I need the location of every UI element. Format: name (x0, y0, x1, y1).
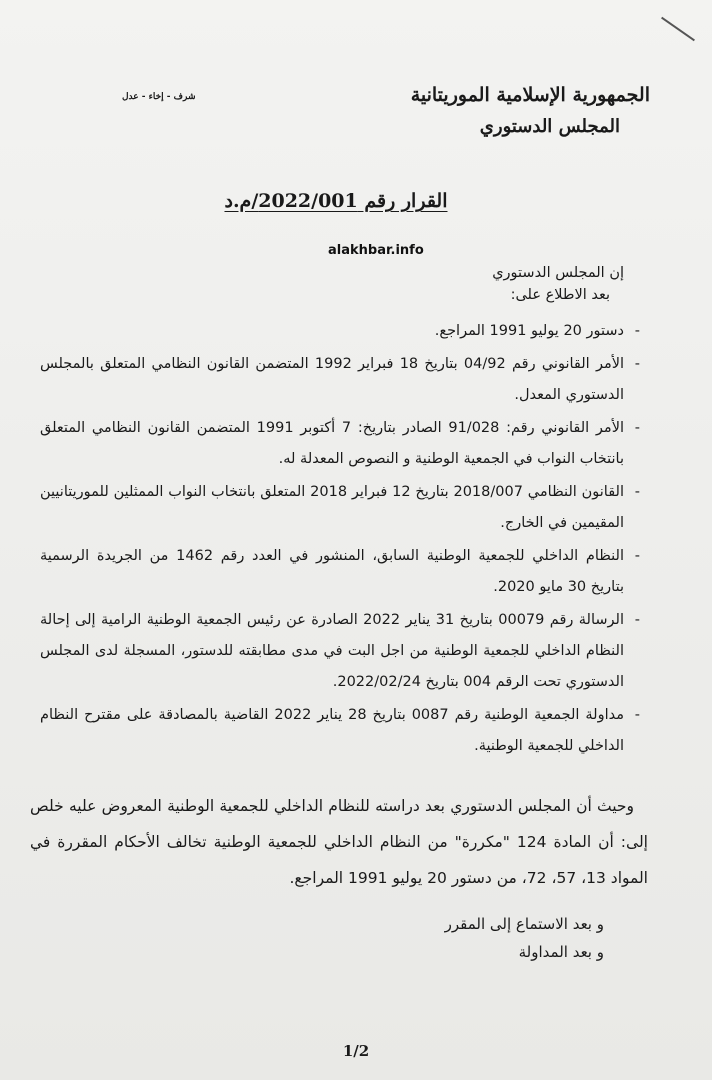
list-item: - النظام الداخلي للجمعية الوطنية السابق، المنشور في العدد رقم 1462 من الجريدة الرسمية بتاريخ 30 مايو 2020. (40, 548, 640, 595)
national-motto: شرف - إخاء - عدل (122, 92, 196, 102)
intro-line: إن المجلس الدستوري (492, 265, 624, 281)
references-list (40, 316, 640, 762)
page-number: 1/2 (342, 1042, 370, 1060)
paper-fold-mark (661, 17, 695, 42)
list-item: - مداولة الجمعية الوطنية رقم 0087 بتاريخ 28 يناير 2022 القاضية بالمصادقة على مقترح النظام الداخلي للجمعية الوطنية. (40, 707, 640, 754)
letterhead (411, 84, 650, 137)
closing-line: و بعد الاستماع إلى المقرر (444, 915, 604, 933)
list-item: - الأمر القانوني رقم 04/92 بتاريخ 18 فبراير 1992 المتضمن القانون النظامي المتعلق بالمجلس الدستوري المعدل. (40, 356, 640, 403)
list-item: - الأمر القانوني رقم: 91/028 الصادر بتاريخ: 7 أكتوبر 1991 المتضمن القانون النظامي المتعلق بانتخاب النواب في الجمعية الوطنية و النصوص المعدلة له. (40, 420, 640, 467)
findings-paragraph: وحيث أن المجلس الدستوري بعد دراسته للنظام الداخلي للجمعية الوطنية المعروض عليه خلص إلى: أن المادة 124 "مكررة" من النظام الداخلي للجمعية الوطنية تخالف الأحكام المقررة في المواد 13، 57، 72، من دستور 20 يوليو 1991 المراجع. (30, 797, 648, 887)
decision-title: القرار رقم 2022/001/م.د (224, 190, 448, 212)
list-item: - الرسالة رقم 00079 بتاريخ 31 يناير 2022 الصادرة عن رئيس الجمعية الوطنية الرامية إلى إحالة النظام الداخلي للجمعية الوطنية من اجل البت في مدى مطابقته للدستور، المسجلة لدى المجلس الدستوري تحت الرقم 004 بتاريخ 2022/02/24. (40, 612, 640, 690)
council-name: المجلس الدستوري (479, 116, 620, 137)
watermark: alakhbar.info (328, 243, 424, 258)
closing (40, 910, 604, 966)
closing-line: و بعد المداولة (518, 943, 604, 961)
list-item: - القانون النظامي 2018/007 بتاريخ 12 فبراير 2018 المتعلق بانتخاب النواب الممثلين للموريتانيين المقيمين في الخارج. (40, 484, 640, 531)
list-item: - دستور 20 يوليو 1991 المراجع. (434, 323, 640, 339)
republic-name: الجمهورية الإسلامية الموريتانية (410, 84, 650, 106)
intro (40, 262, 624, 306)
intro-line: بعد الاطلاع على: (510, 287, 610, 303)
document-body (30, 262, 648, 966)
